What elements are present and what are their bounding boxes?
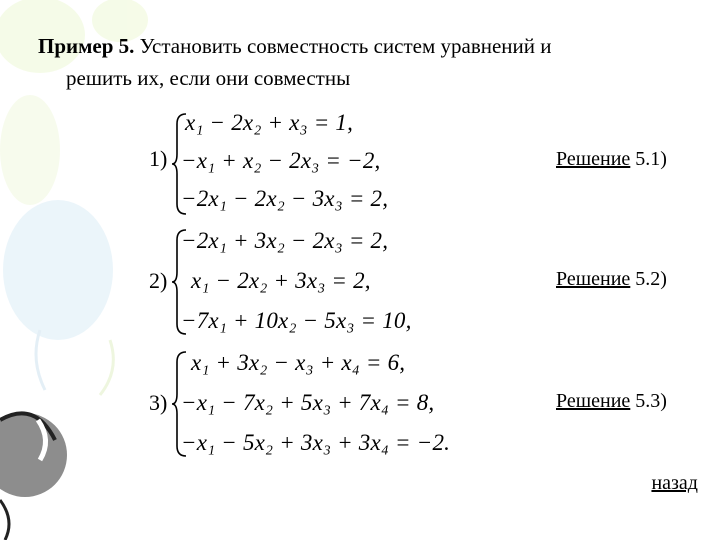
equation: x₁ − 2x₂ + 3x₃ = 2, — [191, 268, 371, 293]
back-link[interactable]: назад — [651, 472, 698, 494]
equation: x₁ − 2x₂ + x₃ = 1, — [185, 110, 354, 135]
solution-link-2[interactable]: Решение 5.2) — [556, 268, 667, 290]
title-line-2: решить их, если они совместны — [66, 66, 351, 90]
solution-link-word[interactable]: Решение — [556, 268, 631, 290]
equation: −2x₁ − 2x₂ − 3x₃ = 2, — [181, 186, 389, 211]
equation: −x₁ + x₂ − 2x₃ = −2, — [181, 148, 381, 173]
solution-link-3[interactable]: Решение 5.3) — [556, 390, 667, 412]
equation: x₁ + 3x₂ − x₃ + x₄ = 6, — [191, 350, 406, 375]
title-line-1: Установить совместность систем уравнений и — [139, 34, 552, 58]
solution-link-word[interactable]: Решение — [556, 390, 631, 412]
equation: −x₁ − 5x₂ + 3x₃ + 3x₄ = −2. — [181, 430, 451, 455]
equation: −2x₁ + 3x₂ − 2x₃ = 2, — [181, 228, 389, 253]
ball-shape — [0, 413, 67, 497]
page-title — [38, 30, 678, 94]
solution-link-1[interactable]: Решение 5.1) — [556, 148, 667, 170]
balloon-shape — [3, 200, 113, 340]
system-label: 2) — [149, 268, 168, 293]
system-label: 3) — [149, 390, 168, 415]
solution-link-word[interactable]: Решение — [556, 148, 631, 170]
equation: −7x₁ + 10x₂ − 5x₃ = 10, — [181, 308, 412, 333]
leaf-shape — [0, 95, 60, 205]
system-label: 1) — [149, 146, 168, 171]
equation: −x₁ − 7x₂ + 5x₃ + 7x₄ = 8, — [181, 390, 435, 415]
example-number: Пример 5. — [38, 34, 135, 58]
